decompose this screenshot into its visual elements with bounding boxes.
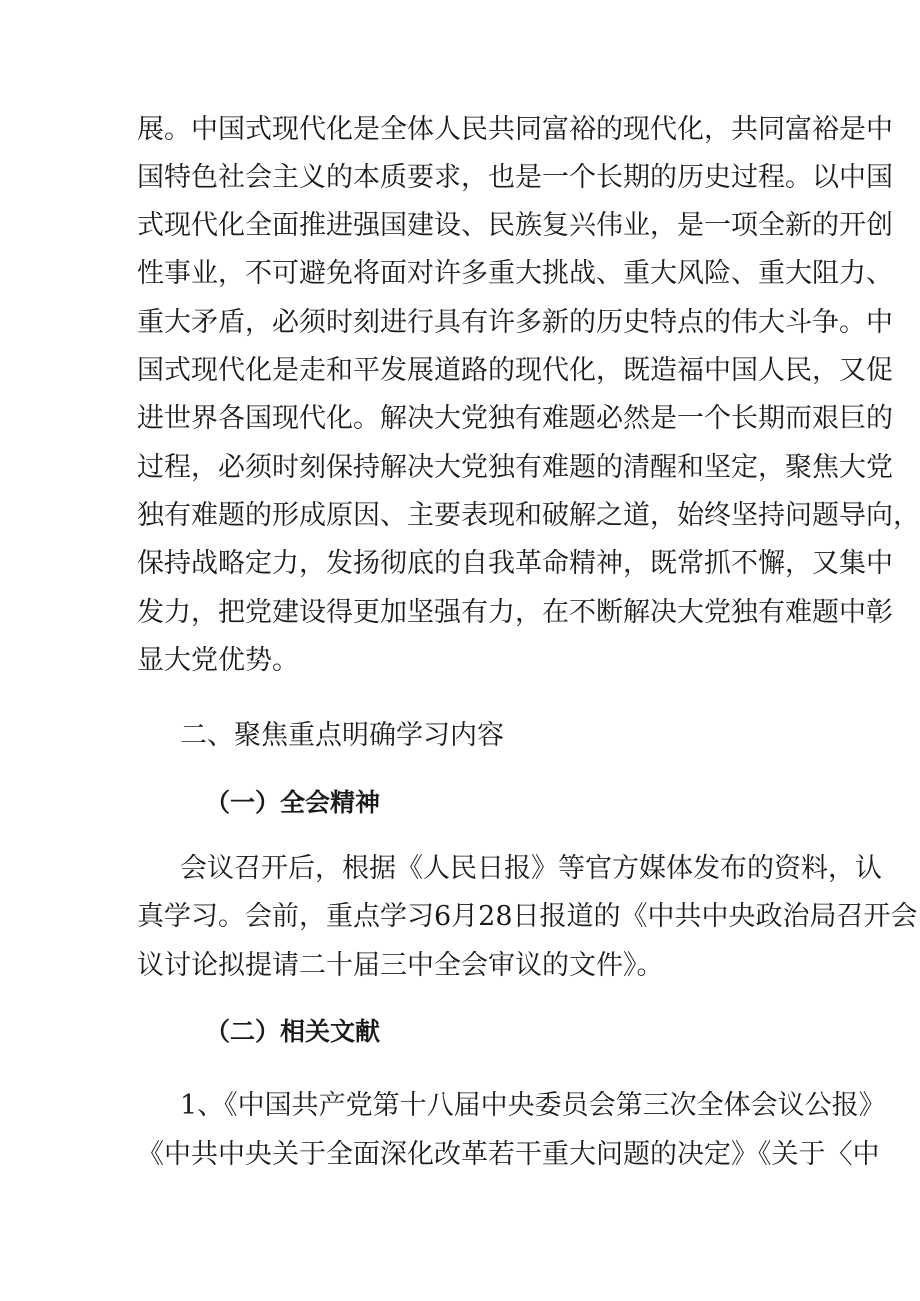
subsection-heading-1: （一）全会精神 — [205, 788, 381, 817]
text-line: 国特色社会主义的本质要求，也是一个长期的历史过程。以中国 — [137, 162, 893, 193]
text-line: 显大党优势。 — [137, 645, 299, 676]
text-line: 会议召开后，根据《人民日报》等官方媒体发布的资料，认 — [180, 853, 882, 884]
text-line: 国式现代化是走和平发展道路的现代化，既造福中国人民，又促 — [137, 355, 893, 386]
text-line: 重大矛盾，必须时刻进行具有许多新的历史特点的伟大斗争。中 — [137, 307, 893, 338]
text-line: 1、《中国共产党第十八届中央委员会第三次全体会议公报》 — [180, 1090, 886, 1121]
text-line: 保持战略定力，发扬彻底的自我革命精神，既常抓不懈，又集中 — [137, 548, 893, 579]
text-line: 独有难题的形成原因、主要表现和破解之道，始终坚持问题导向， — [137, 500, 920, 531]
text-line: 过程，必须时刻保持解决大党独有难题的清醒和坚定，聚焦大党 — [137, 452, 893, 483]
text-line: 式现代化全面推进强国建设、民族复兴伟业，是一项全新的开创 — [137, 210, 893, 241]
subsection-heading-2: （二）相关文献 — [205, 1017, 381, 1046]
text-line: 议讨论拟提请二十届三中全会审议的文件》。 — [137, 950, 664, 981]
text-line: 性事业，不可避免将面对许多重大挑战、重大风险、重大阻力、 — [137, 258, 893, 289]
text-line: 进世界各国现代化。解决大党独有难题必然是一个长期而艰巨的 — [137, 403, 893, 434]
text-line: 发力，把党建设得更加坚强有力，在不断解决大党独有难题中彰 — [137, 597, 893, 628]
text-line: 真学习。会前，重点学习6月28日报道的《中共中央政治局召开会 — [137, 901, 918, 932]
text-line: 展。中国式现代化是全体人民共同富裕的现代化，共同富裕是中 — [137, 114, 893, 145]
section-heading: 二、聚焦重点明确学习内容 — [180, 720, 504, 751]
text-line: 《中共中央关于全面深化改革若干重大问题的决定》《关于〈中 — [137, 1139, 880, 1170]
